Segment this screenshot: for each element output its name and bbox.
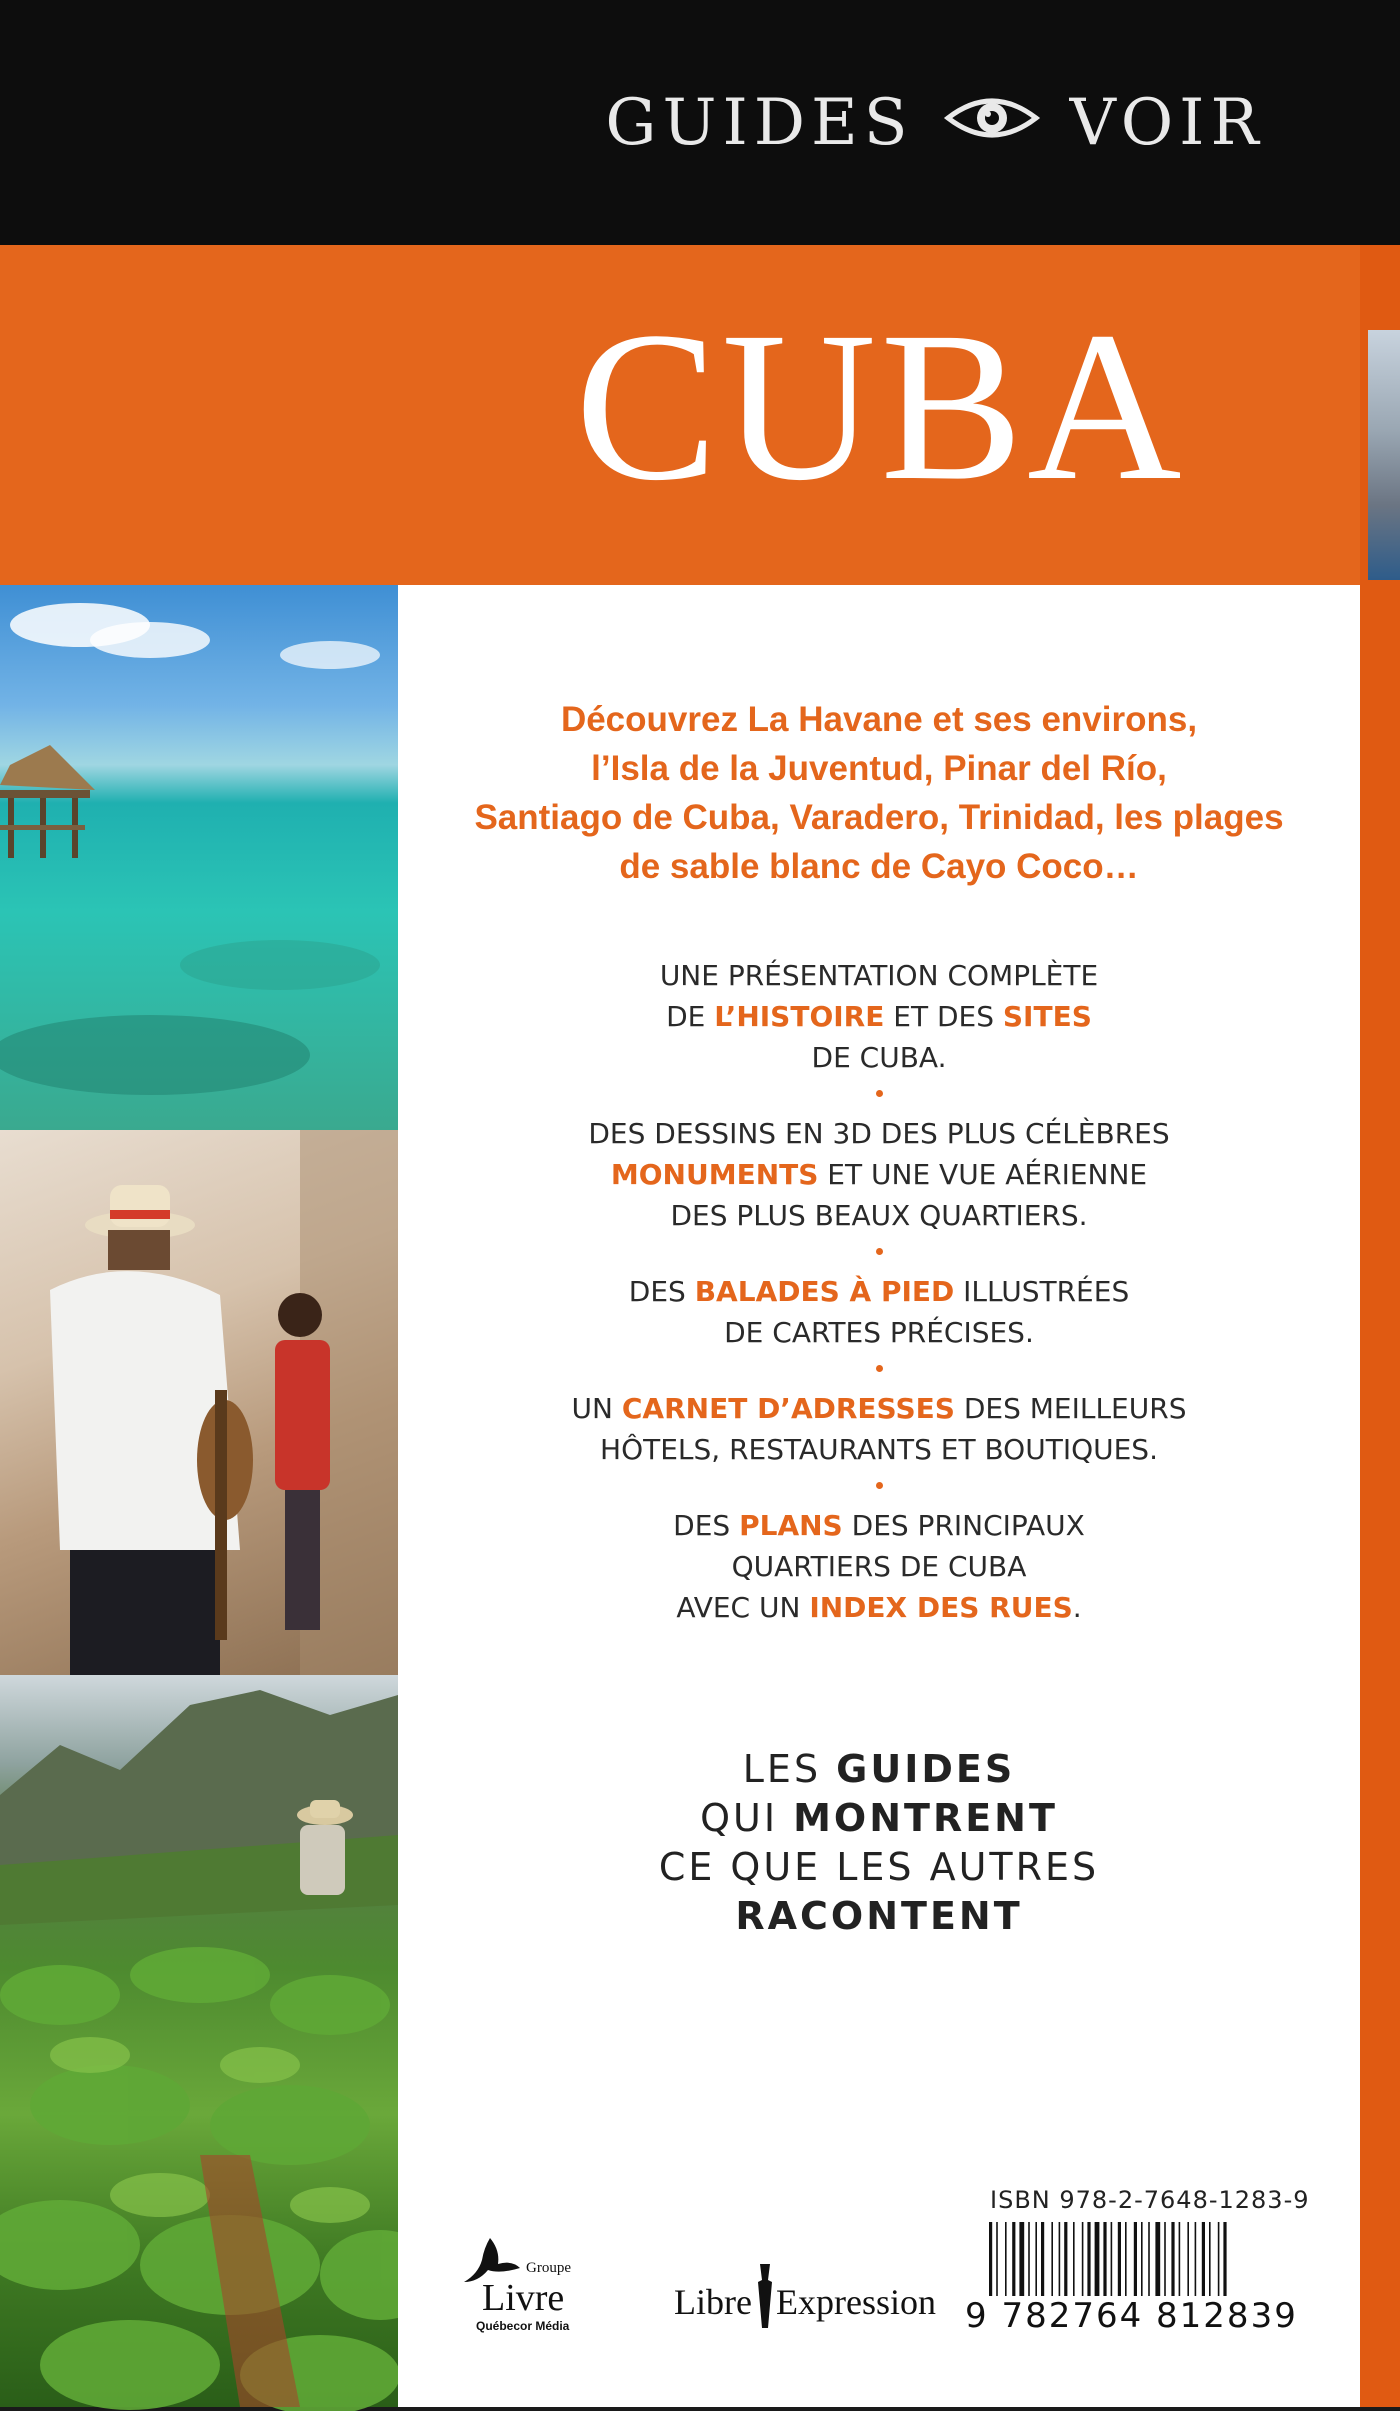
feature-text: DES [628, 1275, 695, 1308]
feature-line [398, 1312, 1360, 1353]
feature-item [398, 1505, 1360, 1628]
groupe-top-text: Groupe [526, 2260, 571, 2276]
feature-highlight: CARNET D’ADRESSES [621, 1392, 955, 1425]
feature-text: HÔTELS, RESTAURANTS ET BOUTIQUES. [600, 1433, 1158, 1466]
feature-text: DES PLUS BEAUX QUARTIERS. [670, 1199, 1088, 1232]
groupe-livre-logo [460, 2230, 600, 2340]
feature-text: UNE PRÉSENTATION COMPLÈTE [659, 959, 1099, 992]
bullet-dot [876, 1482, 883, 1489]
intro-paragraph [398, 695, 1360, 891]
feature-line [398, 1113, 1360, 1154]
feature-highlight: L’HISTOIRE [714, 1000, 885, 1033]
feature-text: DE CARTES PRÉCISES. [724, 1316, 1034, 1349]
feature-line [398, 955, 1360, 996]
bullet-dot [876, 1248, 883, 1255]
feature-line [398, 1546, 1360, 1587]
feature-item [398, 955, 1360, 1078]
groupe-main-text: Livre [482, 2277, 565, 2319]
feature-line [398, 1154, 1360, 1195]
feature-highlight: BALADES À PIED [694, 1275, 955, 1308]
feature-line [398, 1429, 1360, 1470]
feature-text: QUARTIERS DE CUBA [731, 1550, 1027, 1583]
feature-line [398, 1388, 1360, 1429]
photo-column [0, 585, 398, 2407]
bullet-dot [876, 1090, 883, 1097]
photo-musician [0, 1130, 398, 1675]
photo-beach-pier [0, 585, 398, 1130]
feature-highlight: MONUMENTS [610, 1158, 819, 1191]
feature-item [398, 1388, 1360, 1470]
feature-text: DES [673, 1509, 740, 1542]
feature-text: DE CUBA. [811, 1041, 947, 1074]
torch-icon [758, 2264, 772, 2328]
series-logo [0, 0, 1400, 245]
feature-text: ET DES [884, 1000, 1003, 1033]
feature-line [398, 1271, 1360, 1312]
feature-text: ILLUSTRÉES [954, 1275, 1130, 1308]
tagline-line-3: CE QUE LES AUTRES [658, 1845, 1100, 1889]
feature-text: ET UNE VUE AÉRIENNE [818, 1158, 1148, 1191]
feature-item [398, 1271, 1360, 1353]
barcode-digits: 9 782764 812839 [965, 2296, 1298, 2336]
isbn-label: ISBN 978-2-7648-1283-9 [990, 2186, 1310, 2214]
intro-line: l’Isla de la Juventud, Pinar del Río, [591, 749, 1167, 788]
series-word-left: GUIDES [605, 85, 914, 160]
feature-line [398, 996, 1360, 1037]
feature-text: DES DESSINS EN 3D DES PLUS CÉLÈBRES [588, 1117, 1170, 1150]
tagline [398, 1745, 1360, 1941]
feature-text: DES MEILLEURS [954, 1392, 1187, 1425]
feature-text: AVEC UN [676, 1591, 810, 1624]
feature-text: DES PRINCIPAUX [842, 1509, 1085, 1542]
book-title: CUBA [575, 288, 1186, 525]
feature-line [398, 1587, 1360, 1628]
spine-photo-strip [1368, 330, 1400, 580]
tagline-bold: RACONTENT [735, 1894, 1023, 1938]
libre-right-text: Expression [776, 2282, 936, 2322]
photo-tobacco-field [0, 1675, 398, 2407]
feature-highlight: PLANS [739, 1509, 843, 1542]
feature-highlight: SITES [1002, 1000, 1092, 1033]
feature-highlight: INDEX DES RUES [809, 1591, 1073, 1624]
tagline-bold: GUIDES [836, 1747, 1016, 1791]
feature-line [398, 1505, 1360, 1546]
feature-line [398, 1195, 1360, 1236]
tagline-bold: MONTRENT [793, 1796, 1058, 1840]
intro-line: Découvrez La Havane et ses environs, [560, 700, 1198, 739]
tagline-line-2 [398, 1794, 1360, 1843]
tagline-text: QUI [700, 1796, 794, 1840]
feature-line [398, 1037, 1360, 1078]
feature-text: DE [666, 1000, 715, 1033]
intro-line: de sable blanc de Cayo Coco… [619, 847, 1139, 886]
series-word-right: VOIR [1069, 85, 1265, 160]
tagline-text: LES [742, 1747, 837, 1791]
libre-expression-logo [672, 2250, 936, 2340]
eye-icon [944, 86, 1040, 160]
features-list [398, 955, 1360, 1628]
feature-text: . [1072, 1591, 1082, 1624]
tagline-line-4 [398, 1892, 1360, 1941]
libre-left-text: Libre [674, 2282, 752, 2322]
feature-item [398, 1113, 1360, 1236]
bullet-dot [876, 1365, 883, 1372]
tagline-line-1 [398, 1745, 1360, 1794]
feature-text: UN [571, 1392, 622, 1425]
groupe-sub-text: Québecor Média [476, 2319, 570, 2333]
intro-line: Santiago de Cuba, Varadero, Trinidad, les plages [474, 798, 1284, 837]
